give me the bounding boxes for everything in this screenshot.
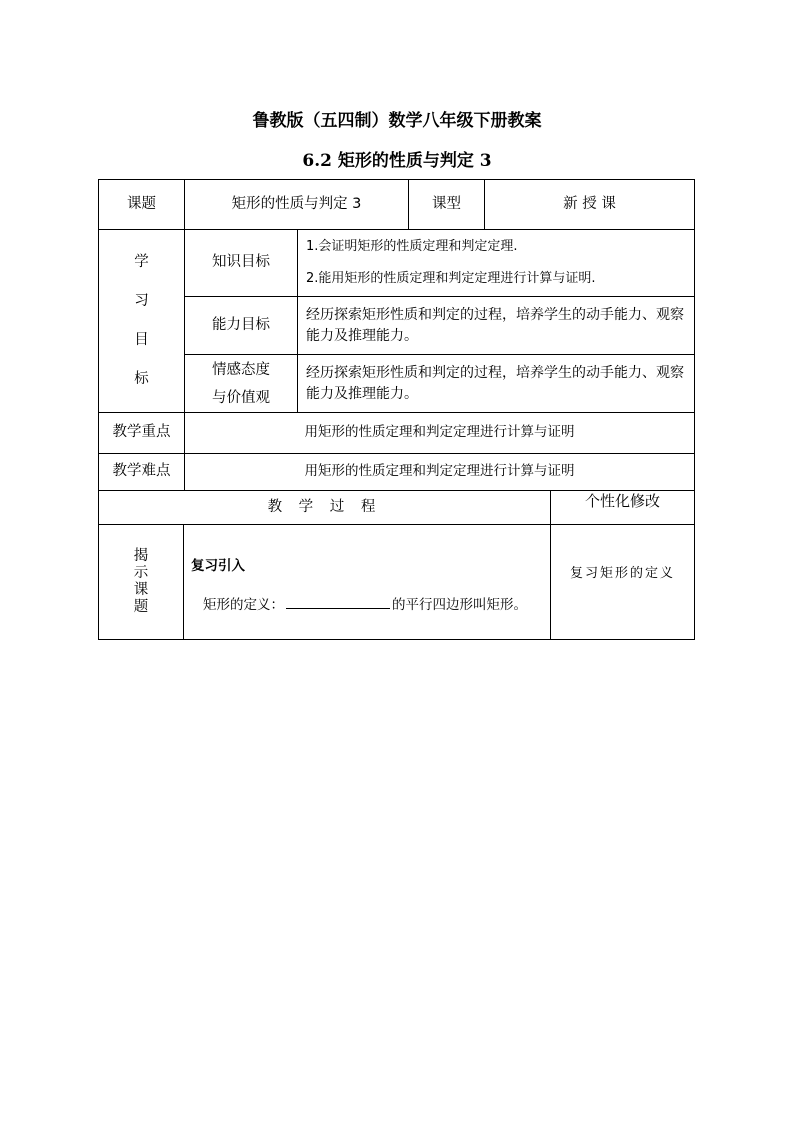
table-border-bottom <box>98 639 695 640</box>
document-title: 鲁教版（五四制）数学八年级下册教案 <box>252 111 542 131</box>
topic-label: 课题 <box>127 195 156 212</box>
reveal-label-char: 示 <box>133 565 149 581</box>
objectives-label <box>99 230 184 412</box>
table-line <box>183 524 184 640</box>
definition-suffix: 的平行四边形叫矩形。 <box>392 597 527 613</box>
personal-note: 复习矩形的定义 <box>569 565 675 581</box>
emotion-goal: 经历探索矩形性质和判定的过程，培养学生的动手能力、观察能力及推理能力。 <box>306 365 684 402</box>
definition-blank[interactable] <box>286 594 390 609</box>
table-border-right <box>694 179 695 640</box>
reveal-label-char: 题 <box>133 599 149 615</box>
lesson-title: 6.2 矩形的性质与判定 3 <box>302 151 492 171</box>
topic-value: 矩形的性质与判定 3 <box>231 195 362 212</box>
ability-goal: 经历探索矩形性质和判定的过程，培养学生的动手能力、观察能力及推理能力。 <box>306 307 684 344</box>
reveal-topic-label <box>99 525 183 639</box>
knowledge-goal-2: 2.能用矩形的性质定理和判定定理进行计算与证明. <box>306 271 596 286</box>
ability-label: 能力目标 <box>212 316 270 333</box>
personal-edit-header: 个性化修改 <box>584 492 660 511</box>
definition-line <box>203 593 527 613</box>
difficulty-text: 用矩形的性质定理和判定定理进行计算与证明 <box>304 463 575 480</box>
type-label: 课型 <box>432 195 461 212</box>
knowledge-label: 知识目标 <box>212 254 270 271</box>
process-header: 教 学 过 程 <box>267 498 382 515</box>
objectives-label-char: 标 <box>134 371 149 387</box>
reveal-label-char: 揭 <box>133 548 149 564</box>
knowledge-goals <box>298 230 694 296</box>
type-value: 新 授 课 <box>563 195 616 212</box>
knowledge-goal-1: 1.会证明矩形的性质定理和判定定理. <box>306 239 518 254</box>
key-point-label: 教学重点 <box>112 424 171 441</box>
emotion-label-line: 情感态度 <box>212 361 270 378</box>
definition-prefix: 矩形的定义： <box>203 597 284 613</box>
key-point-text: 用矩形的性质定理和判定定理进行计算与证明 <box>304 424 575 441</box>
objectives-label-char: 目 <box>134 332 149 348</box>
objectives-label-char: 学 <box>134 254 149 270</box>
reveal-label-char: 课 <box>133 582 149 598</box>
difficulty-label: 教学难点 <box>112 463 171 480</box>
emotion-label-line: 与价值观 <box>212 389 270 406</box>
objectives-label-char: 习 <box>134 293 149 309</box>
review-heading: 复习引入 <box>191 558 245 574</box>
emotion-label <box>185 355 297 412</box>
